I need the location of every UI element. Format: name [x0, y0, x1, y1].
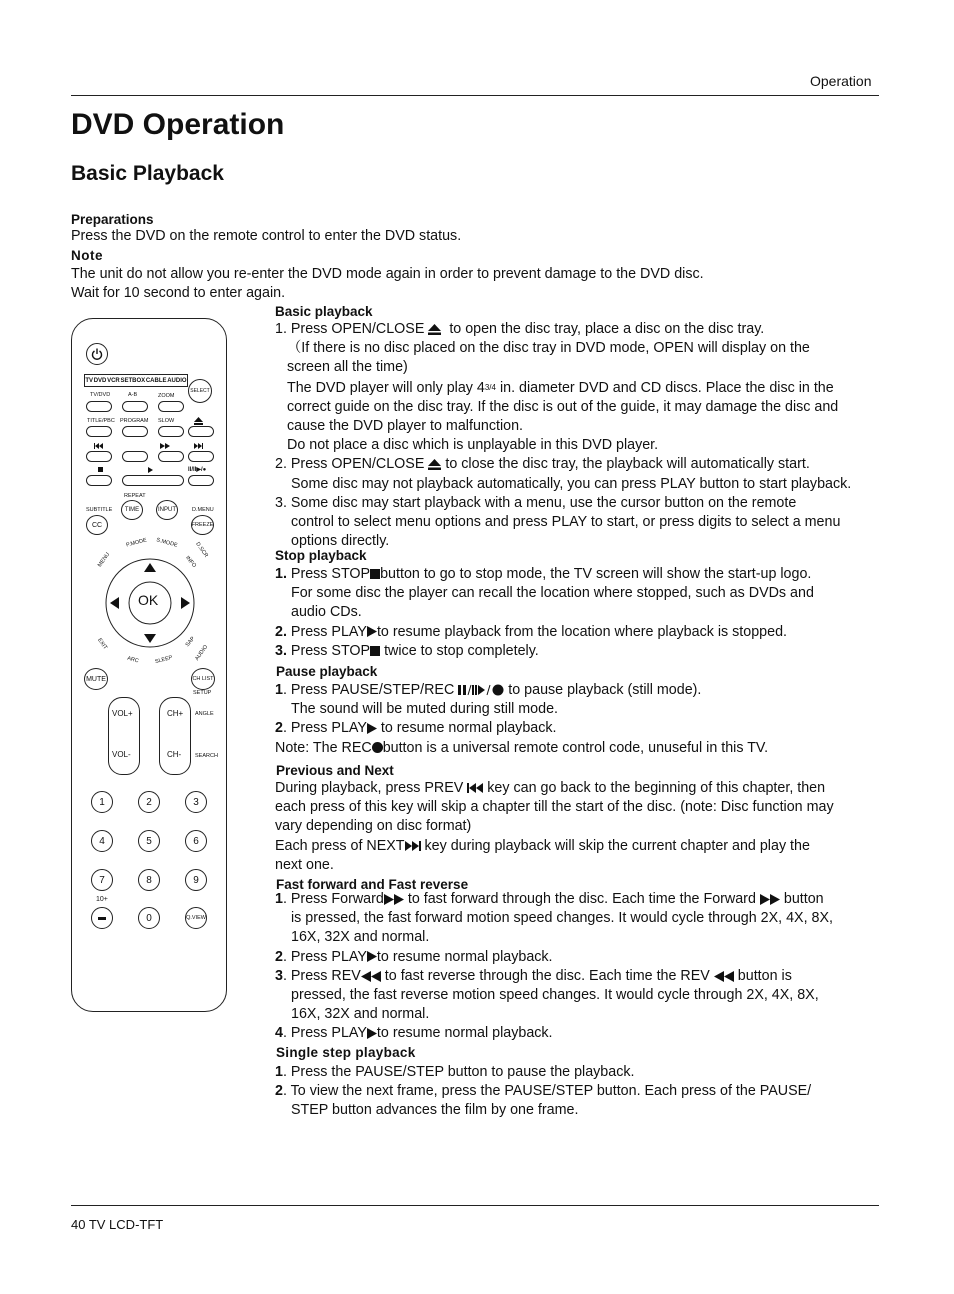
label-tvdvd: TV/DVD — [90, 392, 111, 398]
ff-fr-heading: Fast forward and Fast reverse — [276, 877, 469, 892]
vol-minus-label: VOL- — [112, 750, 131, 759]
basic-playback-heading: Basic playback — [275, 304, 373, 319]
label-dmenu: D.MENU — [192, 507, 214, 513]
prev-button — [86, 451, 112, 462]
input-button: INPUT — [156, 500, 178, 520]
stop-button — [86, 475, 112, 486]
next-button — [188, 451, 214, 462]
label-program: PROGRAM — [120, 418, 149, 424]
label-smode: S.MODE — [155, 537, 179, 549]
num-8-button: 8 — [138, 869, 160, 891]
mode-vcr: VCR — [107, 377, 120, 384]
rev-button — [122, 451, 148, 462]
label-angle: ANGLE — [195, 711, 214, 717]
basic-playback-text: 1. Press OPEN/CLOSE to open the disc tray, place a disc on the disc tray. （If there is no disc placed on the disc tray in DVD mode, OPEN will display on the screen all the time) The DVD player will only play 43/4 in. diameter DVD and CD discs. Place the disc in the correct guide on the disc tray. If the disc is out of the guide, it may damage the disc and cause the DVD player to malfunction. Do not place a disc which is unplayable in this DVD player. 2. Press OPEN/CLOSE to close the disc tray, the playback will automatically start. Some disc may not playback automatically, you can press PLAY button to start playback. 3. Some disc may start playback with a menu, use the cursor button on the remote control to select menu options and press PLAY to start, or press digits to select a menu options directly. — [275, 321, 852, 550]
tvdvd-button — [86, 401, 112, 412]
dash-icon — [98, 917, 106, 920]
eject-button — [188, 426, 214, 437]
header-rule — [71, 95, 879, 96]
stop-icon — [370, 646, 380, 656]
mode-audio: AUDIO — [167, 377, 187, 384]
label-slow: SLOW — [158, 418, 175, 424]
num-4-button: 4 — [91, 830, 113, 852]
slow-button — [158, 426, 184, 437]
ok-button: OK — [138, 592, 159, 608]
freeze-button: FREEZE — [191, 515, 214, 535]
label-info: INFO — [184, 555, 198, 569]
label-pmode: P.MODE — [125, 537, 148, 549]
reverse-icon — [361, 971, 381, 982]
remote-control — [71, 318, 227, 1012]
play-icon — [367, 951, 377, 962]
prev-next-heading: Previous and Next — [276, 763, 394, 778]
stop-playback-text: 1. Press STOP button to go to stop mode, the TV screen will show the start-up logo. For some disc the player can recall the location where stopped, such as DVDs and audio CDs. 2. Press PLAY to resume playback from the location where playback is stopped. 3. Press STOP twice to stop completely. — [275, 566, 814, 659]
stop-icon — [370, 569, 380, 579]
zoom-button — [158, 401, 184, 412]
footer-rule — [71, 1205, 879, 1206]
ab-button — [122, 401, 148, 412]
eject-icon — [428, 459, 441, 470]
label-repeat: REPEAT — [124, 493, 146, 499]
play-icon — [367, 723, 377, 734]
play-icon — [367, 1028, 377, 1039]
ch-minus-label: CH- — [167, 750, 182, 759]
next-icon — [194, 443, 203, 449]
stop-icon — [98, 467, 103, 472]
eject-icon — [194, 417, 203, 425]
play-icon — [367, 626, 377, 637]
num-2-button: 2 — [138, 791, 160, 813]
pause-step-icon: II/II▶/● — [188, 467, 207, 473]
titlepbc-button — [86, 426, 112, 437]
section-label: Operation — [810, 73, 872, 89]
mute-button: MUTE — [84, 668, 108, 690]
power-icon — [91, 348, 103, 360]
label-audio: AUDIO — [194, 644, 210, 662]
prev-icon — [94, 443, 103, 449]
label-ten-plus: 10+ — [96, 896, 108, 903]
mode-setbox: SETBOX — [120, 377, 146, 384]
num-3-button: 3 — [185, 791, 207, 813]
num-0-button: 0 — [138, 907, 160, 929]
page-title: DVD Operation — [71, 108, 285, 141]
num-9-button: 9 — [185, 869, 207, 891]
label-dscr: D.SCR — [194, 541, 209, 559]
play-button — [122, 475, 184, 486]
mode-bar — [84, 374, 188, 387]
ch-plus-label: CH+ — [167, 709, 184, 718]
label-ab: A-B — [128, 392, 138, 398]
pause-playback-heading: Pause playback — [276, 664, 378, 679]
next-icon — [405, 841, 421, 851]
label-sleep: SLEEP — [154, 654, 174, 666]
pause-playback-text: 1. Press PAUSE/STEP/REC to pause playback (still mode). The sound will be muted during still mode. 2. Press PLAY to resume normal playback. Note: The REC button is a universal remote control code, unuseful in this TV. — [275, 682, 769, 756]
forward-icon — [760, 894, 780, 905]
label-search: SEARCH — [195, 753, 218, 759]
label-subtitle: SUBTITLE — [86, 507, 113, 513]
label-zoom: ZOOM — [158, 393, 175, 399]
select-button: SELECT — [188, 379, 212, 403]
play-icon — [148, 467, 153, 473]
num-1-button: 1 — [91, 791, 113, 813]
num-7-button: 7 — [91, 869, 113, 891]
label-sap: SAP — [184, 635, 197, 649]
pause-button — [188, 475, 214, 486]
forward-icon — [384, 894, 404, 905]
label-setup: SETUP — [193, 690, 212, 696]
vol-plus-label: VOL+ — [112, 709, 133, 718]
page-subtitle: Basic Playback — [71, 162, 224, 185]
note-line-2: Wait for 10 second to enter again. — [71, 285, 286, 301]
mode-tv: TV — [85, 377, 94, 384]
ff-fr-text: 1. Press Forward to fast forward through the disc. Each time the Forward button is pressed, the fast forward motion speed changes. It would cycle through 2X, 4X, 8X, 16X, 32X and normal. 2. Press PLAY to resume normal playback. 3. Press REV to fast reverse through the disc. Each time the REV button is pressed, the fast reverse motion speed changes. It would cycle through 2X, 4X, 8X, 16X, 32X and normal. 4. Press PLAY to resume normal playback. — [275, 891, 833, 1042]
note-heading: Note — [71, 248, 103, 263]
prev-next-text: During playback, press PREV key can go back to the beginning of this chapter, then each press of this key will skip a chapter till the start of the disc. (note: Disc function may vary depending on disc format) Each press of NEXT key during playback will skip the current chapter and play the next one. — [275, 780, 834, 873]
label-exit: EXIT — [96, 637, 109, 651]
label-titlepbc: TITLE/PBC — [87, 418, 115, 424]
time-button: TIME — [121, 500, 143, 520]
num-6-button: 6 — [185, 830, 207, 852]
pause-step-rec-icon — [458, 684, 508, 696]
page-footer: 40 TV LCD-TFT — [71, 1217, 164, 1232]
cc-button: CC — [86, 515, 108, 535]
ch-list-button: CH LIST — [191, 668, 215, 690]
eject-icon — [428, 324, 441, 335]
prev-icon — [467, 783, 483, 793]
program-button — [122, 426, 148, 437]
qview-button: Q.VIEW — [185, 907, 207, 929]
reverse-icon — [714, 971, 734, 982]
preparations-heading: Preparations — [71, 212, 154, 227]
single-step-heading: Single step playback — [276, 1045, 416, 1060]
note-line-1: The unit do not allow you re-enter the DVD mode again in order to prevent damage to the DVD disc. — [71, 266, 704, 282]
rec-icon — [372, 742, 383, 753]
stop-playback-heading: Stop playback — [275, 548, 367, 563]
preparations-text: Press the DVD on the remote control to enter the DVD status. — [71, 228, 462, 244]
single-step-text: 1. Press the PAUSE/STEP button to pause the playback. 2. To view the next frame, press the PAUSE/STEP button. Each press of the PAUSE/ STEP button advances the film by one frame. — [275, 1064, 812, 1119]
mode-dvd: DVD — [93, 377, 107, 384]
ten-plus-button — [91, 907, 113, 929]
mode-cable: CABLE — [145, 377, 167, 384]
label-arc: ARC — [126, 655, 140, 665]
power-button — [86, 343, 108, 365]
num-5-button: 5 — [138, 830, 160, 852]
forward-icon — [160, 443, 170, 449]
label-menu: MENU — [96, 551, 112, 569]
ff-button — [158, 451, 184, 462]
